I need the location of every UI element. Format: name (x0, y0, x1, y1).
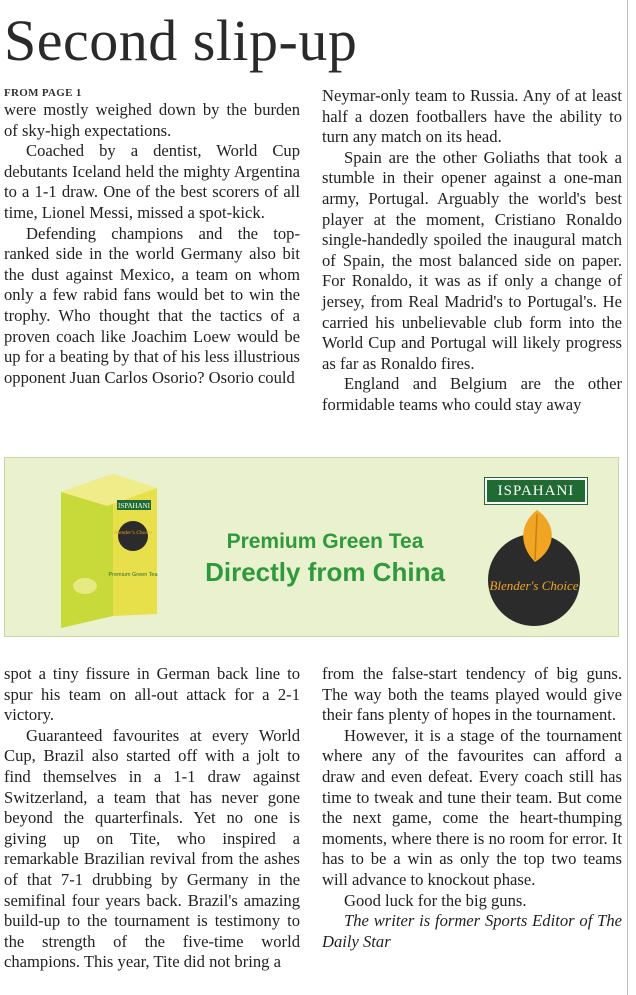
blenders-choice-logo (485, 508, 583, 628)
box-brand-label: ISPAHANI (117, 502, 151, 510)
paragraph: Guaranteed favourites at every World Cup, Brazil also started off with a jolt to find themselves in a 1-1 draw against Switzerland, a team that has never gone beyond the quarterfinals. Yet no one is giving up on Tite, who inspired a remarkable Brazilian revival from the ashes of that 7-1 drubbing by Germany in the semifinal four years back. Brazil's amazing build-up to the tournament is testimony to the strength of the five-time world champions. This year, Tite did not bring a (4, 725, 300, 972)
paragraph: England and Belgium are the other formidable teams who could stay away (322, 374, 622, 414)
article-column-top-right (322, 86, 622, 416)
article-column-bottom-left (4, 664, 300, 973)
ad-line-2: Directly from China (205, 557, 445, 587)
continuation-label: FROM PAGE 1 (4, 87, 82, 99)
paragraph: spot a tiny fissure in German back line to spur his team on all-out attack for a 2-1 victory. (4, 664, 300, 725)
ispahani-brand-label: ISPAHANI (485, 478, 587, 504)
ad-headline (185, 528, 465, 588)
paragraph: Spain are the other Goliaths that took a stumble in their opener against a one-man army, Portugal. Arguably the world's best player at the moment, Cristiano Ronaldo single-handedly spoiled the inaugural match of Spain, the most balanced side on paper. For Ronaldo, it was as if only a change of jersey, from Real Madrid's to Portugal's. He carried his unbelievable club form into the World Cup and Portugal will likely progress as far as Ronaldo fires. (322, 147, 622, 373)
paragraph: Neymar-only team to Russia. Any of at least half a dozen footballers have the ability to turn any match on its head. (322, 86, 622, 147)
logo-label: Blender's Choice (489, 578, 579, 593)
headline: Second slip-up (4, 8, 358, 73)
paragraph: Defending champions and the top-ranked side in the world Germany also bit the dust against Mexico, a team on whom only a few rabid fans would bet to win the trophy. Who thought that the tactics of a proven coach like Joachim Loew would be up for a beating by that of his less illustrious opponent Juan Carlos Osorio? Osorio could (4, 223, 300, 387)
box-product-label: Premium Green Tea (108, 572, 158, 578)
paragraph: Coached by a dentist, World Cup debutants Iceland held the mighty Argentina to a 1-1 draw. One of the best scorers of all time, Lionel Messi, missed a spot-kick. (4, 141, 300, 222)
paragraph: Good luck for the big guns. (344, 890, 527, 910)
byline: The writer is former Sports Editor of The Daily Star (322, 911, 622, 951)
paragraph: However, it is a stage of the tournament where any of the favourites can afford a draw and even defeat. Every coach still has time to tweak and tune their team. But come the next game, come the heart-thumping moments, where there is no room for error. It has to be a win as only the top two teams will advance to knockout phase. (322, 725, 622, 889)
article-column-top-left (4, 86, 300, 388)
column-divider (627, 0, 628, 995)
box-logo-label: Blender's Choice (114, 530, 152, 536)
paragraph: were mostly weighed down by the burden of sky-high expectations. (4, 100, 300, 140)
paragraph: from the false-start tendency of big guns. The way both the teams played would give their fans plenty of hopes in the tournament. (322, 664, 622, 725)
tea-advertisement[interactable] (4, 457, 619, 637)
tea-box-image (53, 466, 165, 628)
ad-line-1: Premium Green Tea (226, 530, 424, 553)
article-column-bottom-right (322, 664, 622, 952)
